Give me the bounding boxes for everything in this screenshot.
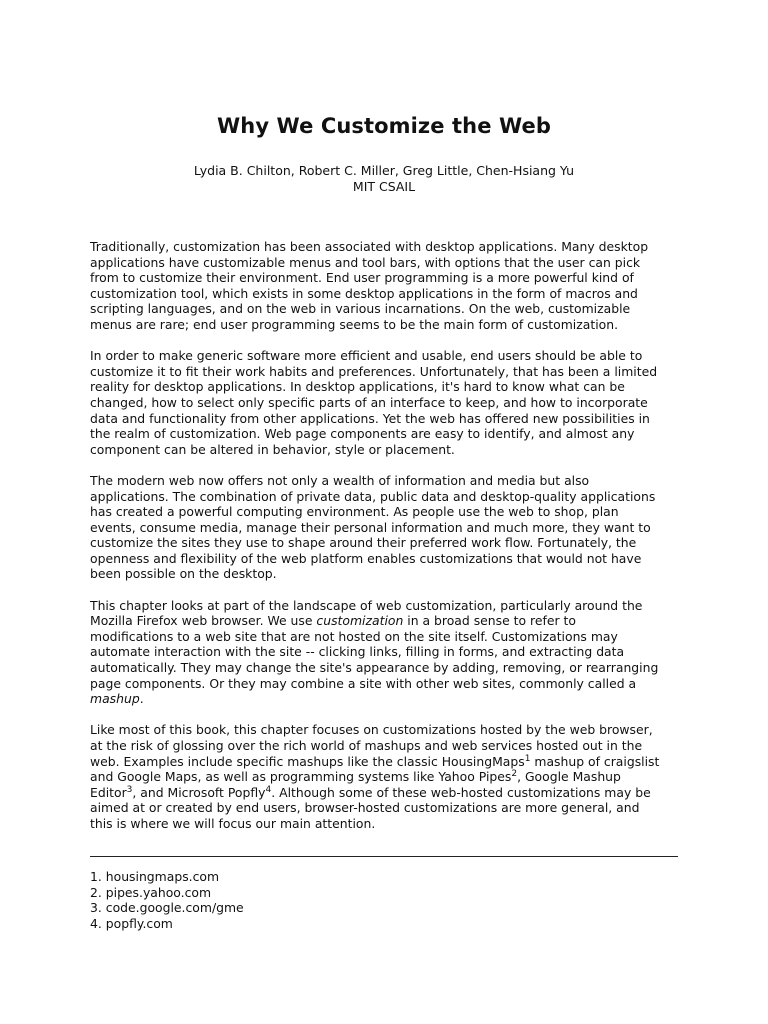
text-line: changed, how to select only specific parts of an interface to keep, and how to incorporate (90, 394, 648, 410)
text-line: customize the sites they use to shape around their preferred work flow. Fortunately, the (90, 535, 637, 551)
footnote-ref-4: 4 (265, 784, 272, 795)
text-line: This chapter looks at part of the landscape of web customization, particularly around the (90, 597, 643, 613)
footnote-1: 1. housingmaps.com (90, 869, 220, 884)
emphasis-customization: customization (316, 613, 404, 629)
footnote-ref-2: 2 (511, 769, 518, 780)
text-line: reality for desktop applications. In desktop applications, it's hard to know what can be (90, 379, 625, 395)
text-run: in a broad sense to refer to (403, 613, 576, 629)
text-run: Editor (90, 784, 127, 800)
text-run: , Google Mashup (517, 769, 621, 785)
text-run: , and Microsoft Popfly (132, 784, 266, 800)
paragraph-3 (90, 473, 690, 582)
text-run: Mozilla Firefox web browser. We use (90, 613, 317, 629)
paragraph-2 (90, 348, 690, 457)
emphasis-mashup: mashup (90, 691, 140, 707)
author-block (0, 163, 768, 194)
text-line (90, 613, 690, 629)
text-run: . (139, 691, 144, 707)
text-line: Traditionally, customization has been associated with desktop applications. Many desktop (90, 239, 649, 254)
text-line: applications have customizable menus and tool bars, with options that the user can pick (90, 254, 641, 270)
text-run: web. Examples include specific mashups like the classic HousingMaps (90, 753, 525, 769)
text-line: at the risk of glossing over the rich world of mashups and web services hosted out in the (90, 738, 643, 753)
text-line: scripting languages, and on the web in various incarnations. On the web, customizable (90, 301, 631, 317)
paragraph-1 (90, 239, 690, 333)
text-line: The modern web now offers not only a wealth of information and media but also (90, 472, 590, 488)
body-text (90, 239, 690, 847)
text-line: menus are rare; end user programming seems to be the main form of customization. (90, 316, 619, 332)
text-line: openness and flexibility of the web platform enables customizations that would not have (90, 550, 642, 566)
text-line: customization tool, which exists in some desktop applications in the form of macros and (90, 285, 638, 301)
author-affiliation: MIT CSAIL (352, 178, 416, 194)
text-line: page components. Or they may combine a site with other web sites, commonly called a (90, 675, 637, 691)
footnote-4: 4. popfly.com (90, 915, 173, 931)
text-run: and Google Maps, as well as programming systems like Yahoo Pipes (90, 769, 512, 785)
paragraph-4 (90, 598, 690, 707)
text-line: modifications to a web site that are not hosted on the site itself. Customizations may (90, 628, 618, 644)
text-line: automate interaction with the site -- clicking links, filling in forms, and extracting data (90, 644, 625, 660)
page-title: Why We Customize the Web (217, 114, 551, 138)
text-line: events, consume media, manage their personal information and much more, they want to (90, 519, 651, 535)
author-names: Lydia B. Chilton, Robert C. Miller, Greg Little, Chen-Hsiang Yu (193, 163, 575, 178)
text-line: has created a powerful computing environment. As people use the web to shop, plan (90, 504, 619, 520)
text-line (90, 785, 690, 801)
text-line: this is where we will focus our main attention. (90, 815, 376, 831)
text-line: data and functionality from other applications. Yet the web has offered new possibilities in (90, 410, 650, 426)
text-line: been possible on the desktop. (90, 566, 277, 582)
text-line (90, 691, 690, 707)
text-line: the realm of customization. Web page components are easy to identify, and almost any (90, 426, 635, 442)
footnote-3: 3. code.google.com/gme (90, 900, 244, 916)
text-line: applications. The combination of private data, public data and desktop-quality applications (90, 488, 656, 504)
text-run: . Although some of these web-hosted customizations may be (271, 784, 651, 800)
footnotes (90, 869, 244, 931)
footnote-ref-1: 1 (524, 753, 531, 764)
text-line: customize it to fit their work habits and preferences. Unfortunately, that has been a limited (90, 363, 658, 379)
text-line: component can be altered in behavior, style or placement. (90, 441, 455, 457)
text-line: Like most of this book, this chapter focuses on customizations hosted by the web browser, (90, 722, 653, 738)
text-line: from to customize their environment. End user programming is a more powerful kind of (90, 270, 634, 286)
text-line: aimed at or created by end users, browser-hosted customizations are more general, and (90, 800, 640, 816)
text-line: In order to make generic software more efficient and usable, end users should be able to (90, 348, 643, 364)
footnote-ref-3: 3 (126, 784, 133, 795)
footnote-divider (90, 856, 678, 857)
paragraph-5 (90, 722, 690, 831)
footnote-2: 2. pipes.yahoo.com (90, 884, 212, 900)
text-line (90, 754, 690, 770)
text-line: automatically. They may change the site's appearance by adding, removing, or rearranging (90, 660, 659, 676)
text-run: mashup of craigslist (530, 753, 660, 769)
text-line (90, 769, 690, 785)
